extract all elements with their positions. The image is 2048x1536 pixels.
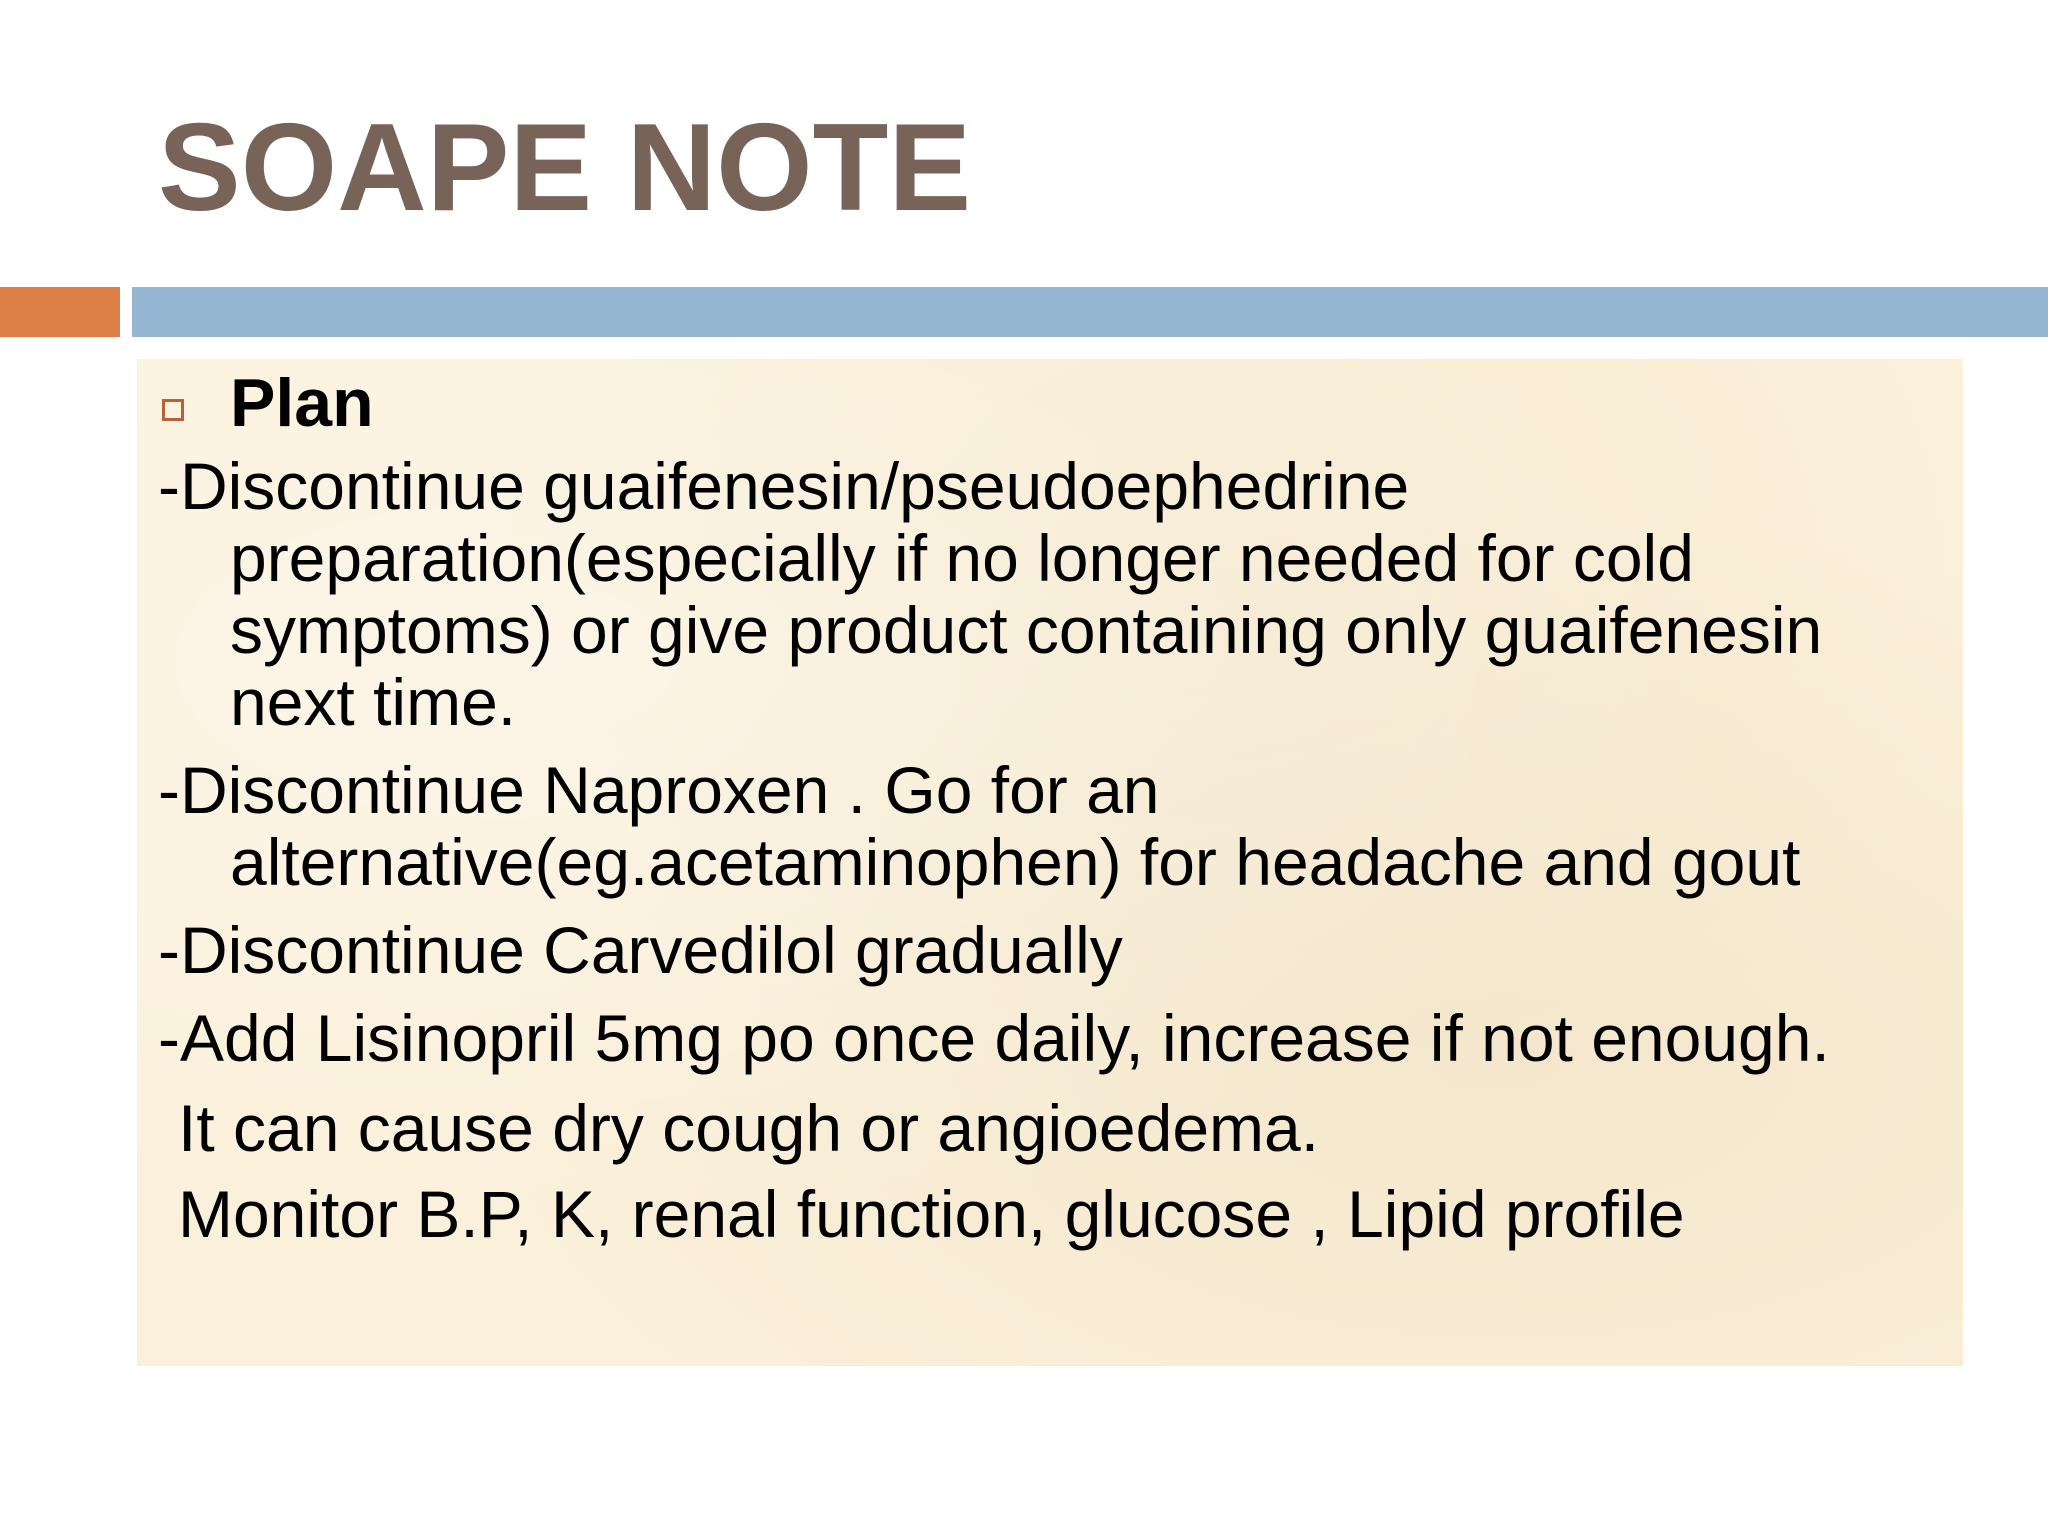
plan-list: [158, 450, 1958, 1074]
side-effect-note: It can cause dry cough or angioedema.: [178, 1091, 1320, 1165]
plan-item: -Discontinue Naproxen . Go for an alternative(eg.acetaminophen) for headache and gout: [158, 753, 1801, 899]
plan-item: -Add Lisinopril 5mg po once daily, increase if not enough.: [158, 1001, 1830, 1075]
accent-bar-blue: [132, 287, 2048, 337]
slide-title: SOAPE NOTE: [158, 99, 972, 237]
plan-heading-row: [158, 362, 1958, 444]
plan-item: -Discontinue Carvedilol gradually: [158, 913, 1123, 987]
plan-item: -Discontinue guaifenesin/pseudoephedrine preparation(especially if no longer needed for cold symptoms) or give product containing only guaifenesin next time.: [158, 449, 1823, 739]
square-bullet-icon: [162, 399, 184, 421]
plan-heading: Plan: [230, 365, 374, 441]
plan-content: [158, 362, 1958, 1250]
accent-bar-orange: [0, 287, 120, 337]
monitoring-note: Monitor B.P, K, renal function, glucose , Lipid profile: [178, 1177, 1685, 1251]
